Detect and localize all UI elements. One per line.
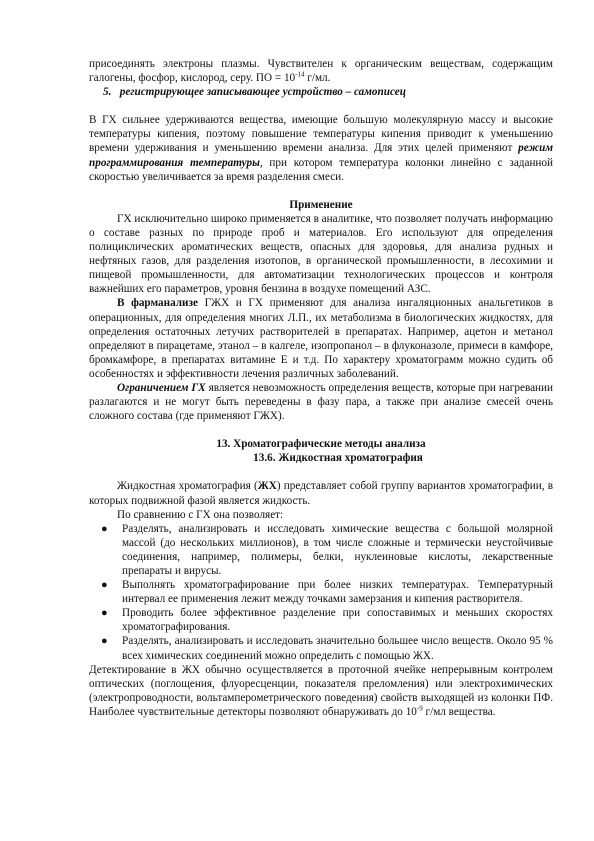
lc-paragraph-1: Жидкостная хроматография (ЖХ) представляет собой группу вариантов хроматографии, в которых подвижной фазой является жидкость.	[89, 480, 553, 507]
application-paragraph-1: ГХ исключительно широко применяется в аналитике, что позволяет получать информацию о составе разных по природе проб и материалов. Его используют для определения полициклических ароматических веществ, опасных для здоровья, для анализа рудных и нефтяных газов, для разделения изотопов, в органической промышленности, в лесохимии и пищевой промышленности, для автоматизации технологических процессов и контроля важнейших его параметров, уровня бензина в воздухе помещений АЗС.	[89, 212, 553, 296]
emphasis-term: Ограничением ГХ	[117, 381, 206, 394]
list-item-text: регистрирующее записывающее устройство – самописец	[119, 86, 406, 99]
bold-term: В фарманализе	[117, 297, 198, 310]
list-item: ● Проводить более эффективное разделение при сопоставимых и меньших скоростях хроматографирования.	[101, 607, 553, 634]
emphasis-term: режим программирования температуры	[89, 142, 553, 169]
application-heading: Применение	[289, 198, 353, 211]
lc-paragraph-2: По сравнению с ГХ она позволяет:	[117, 508, 284, 521]
list-item: ● Выполнять хроматографирование при более низких температурах. Температурный интервал ее применения лежит между точками замерзания и кипения растворителя.	[101, 579, 553, 606]
bullet-list	[89, 522, 553, 663]
section-subtitle: 13.6. Жидкостная хроматография	[253, 452, 423, 465]
document-page	[89, 57, 553, 719]
bold-term: ЖХ	[257, 480, 277, 493]
exponent: -9	[416, 704, 423, 713]
application-paragraph-3: Ограничением ГХ является невозможность определения веществ, которые при нагревании разлагаются и не могут быть переведены в фазу пара, а также при анализе смесей очень сложного состава (где применяют ГЖХ).	[89, 381, 554, 423]
list-item: ● Разделять, анализировать и исследовать значительно большее число веществ. Около 95 % всех химических соединений можно определить с помощью ЖХ.	[101, 635, 553, 662]
application-paragraph-2: В фарманализе ГЖХ и ГХ применяют для анализа ингаляционных анальгетиков в операционных, для определения многих Л.П., их метаболизма в биологических жидкостях, для определения остаточных летучих растворителей в препаратах. Например, ацетон и метанол определяют в пирацетаме, этанол – в калгеле, изопропанол – в флуконазоле, примеси в камфоре, бромкамфоре, в препаратах витамине Е и т.д. По характеру хроматограмм можно судить об особенностях и эффективности лечения различных заболеваний.	[89, 297, 554, 380]
exponent: -14	[295, 70, 305, 79]
bullet-dot-icon: ●	[101, 522, 108, 535]
intro-paragraph: присоединять электроны плазмы. Чувствителен к органическим веществам, содержащим галогены, фосфор, кислород, серу. ПО = $10^{-14}$ г/мл.	[89, 58, 553, 85]
list-item-number: 5.	[103, 86, 112, 99]
list-item-5	[103, 85, 553, 99]
section-title: 13. Хроматографические методы анализа	[216, 438, 426, 451]
lc-paragraph-3: Детектирование в ЖХ обычно осуществляется в проточной ячейке непрерывным контролем оптических (поглощения, флуоресценции, показателя преломления) или электрохимических (электропроводности, вольтамперометрического поведения) свойств выходящей из колонки ПФ. Наиболее чувствительные детекторы позволяют обнаруживать до $10^{-9}$ г/мл вещества.	[89, 663, 553, 718]
bullet-dot-icon: ●	[101, 635, 108, 648]
list-item: ● Разделять, анализировать и исследовать химические вещества с большой молярной массой (до нескольких миллионов), в том числе сложные и термически неустойчивые соединения, например, полимеры, белки, нуклеиновые кислоты, лекарственные препараты и вирусы.	[101, 522, 553, 577]
bullet-dot-icon: ●	[101, 607, 108, 620]
bullet-dot-icon: ●	[101, 579, 108, 592]
program-paragraph: В ГХ сильнее удерживаются вещества, имеющие большую молекулярную массу и высокие температуры кипения, поэтому повышение температуры кипения приводит к уменьшению времени удерживания и уменьшению времени анализа. Для этих целей применяют режим программирования температуры, при котором температура колонки линейно с заданной скоростью увеличивается за время разделения смеси.	[89, 114, 553, 183]
